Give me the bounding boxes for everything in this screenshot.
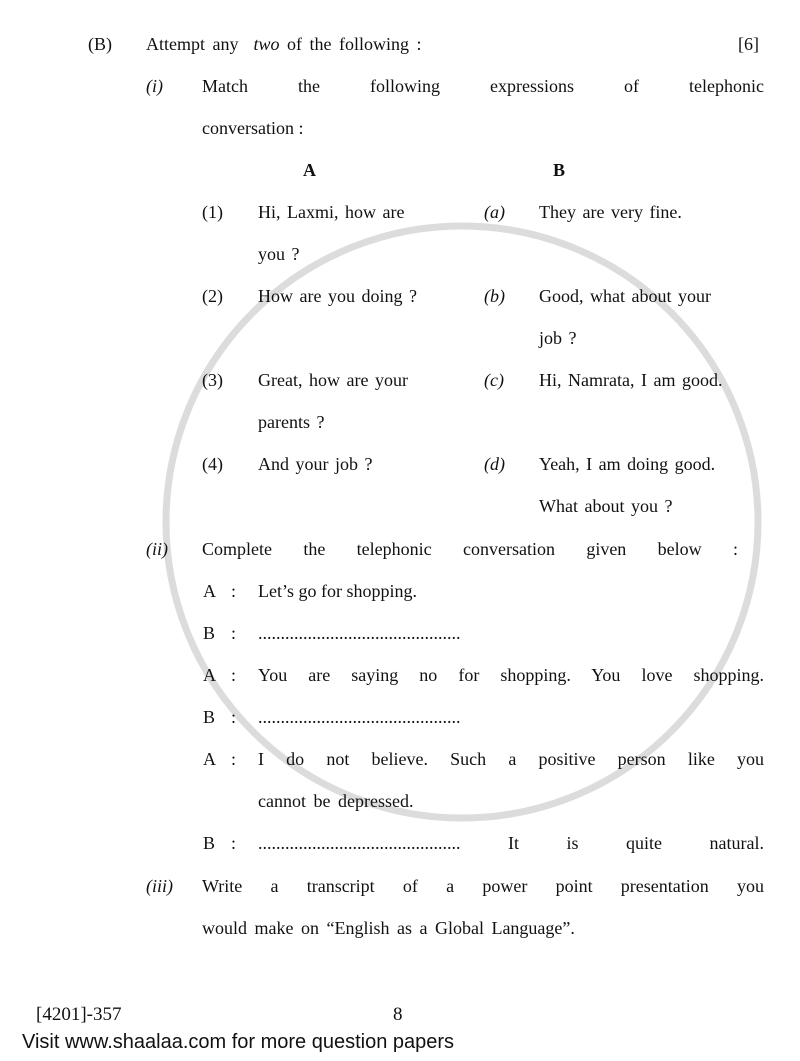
column-b-text: What about you ? [539, 496, 673, 516]
q2-number: (ii) [146, 539, 168, 559]
dialog-line: I do not believe. Such a positive person like you [258, 749, 764, 769]
speaker: A [203, 665, 216, 685]
q2-line: Complete the telephonic conversation given below : [202, 539, 738, 559]
section-label: (B) [88, 34, 112, 54]
q3-number: (iii) [146, 876, 173, 896]
section-instruction: Attempt any two of the following : [146, 34, 422, 54]
column-b-text: Yeah, I am doing good. [539, 454, 716, 474]
visit-link[interactable]: Visit www.shaalaa.com for more question papers [22, 1031, 455, 1053]
row-letter: (d) [484, 454, 505, 474]
q3-line1: Write a transcript of a power point presentation you [202, 876, 764, 896]
row-letter: (c) [484, 370, 504, 390]
q1-number: (i) [146, 76, 163, 96]
colon: : [231, 581, 237, 601]
row-number: (1) [202, 202, 223, 222]
q3-line2: would make on “English as a Global Language”. [202, 918, 575, 938]
q1-line1: Match the following expressions of telephonic [202, 76, 764, 96]
dialog-line: Let’s go for shopping. [258, 581, 417, 601]
column-b-text: They are very fine. [539, 202, 682, 222]
colon: : [231, 623, 237, 643]
column-a-text: parents ? [258, 412, 325, 432]
row-number: (2) [202, 286, 223, 306]
speaker: A [203, 749, 216, 769]
column-b-text: job ? [539, 328, 577, 348]
watermark-circle [166, 226, 758, 818]
dialog-line: cannot be depressed. [258, 791, 414, 811]
q1-line2: conversation : [202, 118, 304, 138]
speaker: B [203, 707, 216, 727]
dialog-line: ............................................. [258, 707, 461, 727]
column-a-header: A [303, 160, 316, 180]
row-letter: (a) [484, 202, 505, 222]
column-b-text: Good, what about your [539, 286, 711, 306]
colon: : [231, 833, 237, 853]
column-a-text: you ? [258, 244, 300, 264]
column-b-header: B [553, 160, 566, 180]
dialog-line: You are saying no for shopping. You love shopping. [258, 665, 764, 685]
column-b-text: Hi, Namrata, I am good. [539, 370, 723, 390]
speaker: B [203, 833, 216, 853]
row-number: (3) [202, 370, 223, 390]
column-a-text: Great, how are your [258, 370, 408, 390]
colon: : [231, 707, 237, 727]
row-letter: (b) [484, 286, 505, 306]
colon: : [231, 749, 237, 769]
row-number: (4) [202, 454, 223, 474]
column-a-text: How are you doing ? [258, 286, 417, 306]
dialog-line: ............................................. [258, 623, 461, 643]
column-a-text: Hi, Laxmi, how are [258, 202, 405, 222]
page-number: 8 [393, 1004, 403, 1025]
dialog-line: ............................................. It is quite natural. [258, 833, 764, 853]
paper-code: [4201]-357 [36, 1004, 122, 1025]
speaker: B [203, 623, 216, 643]
speaker: A [203, 581, 216, 601]
marks: [6] [738, 34, 759, 54]
colon: : [231, 665, 237, 685]
column-a-text: And your job ? [258, 454, 373, 474]
